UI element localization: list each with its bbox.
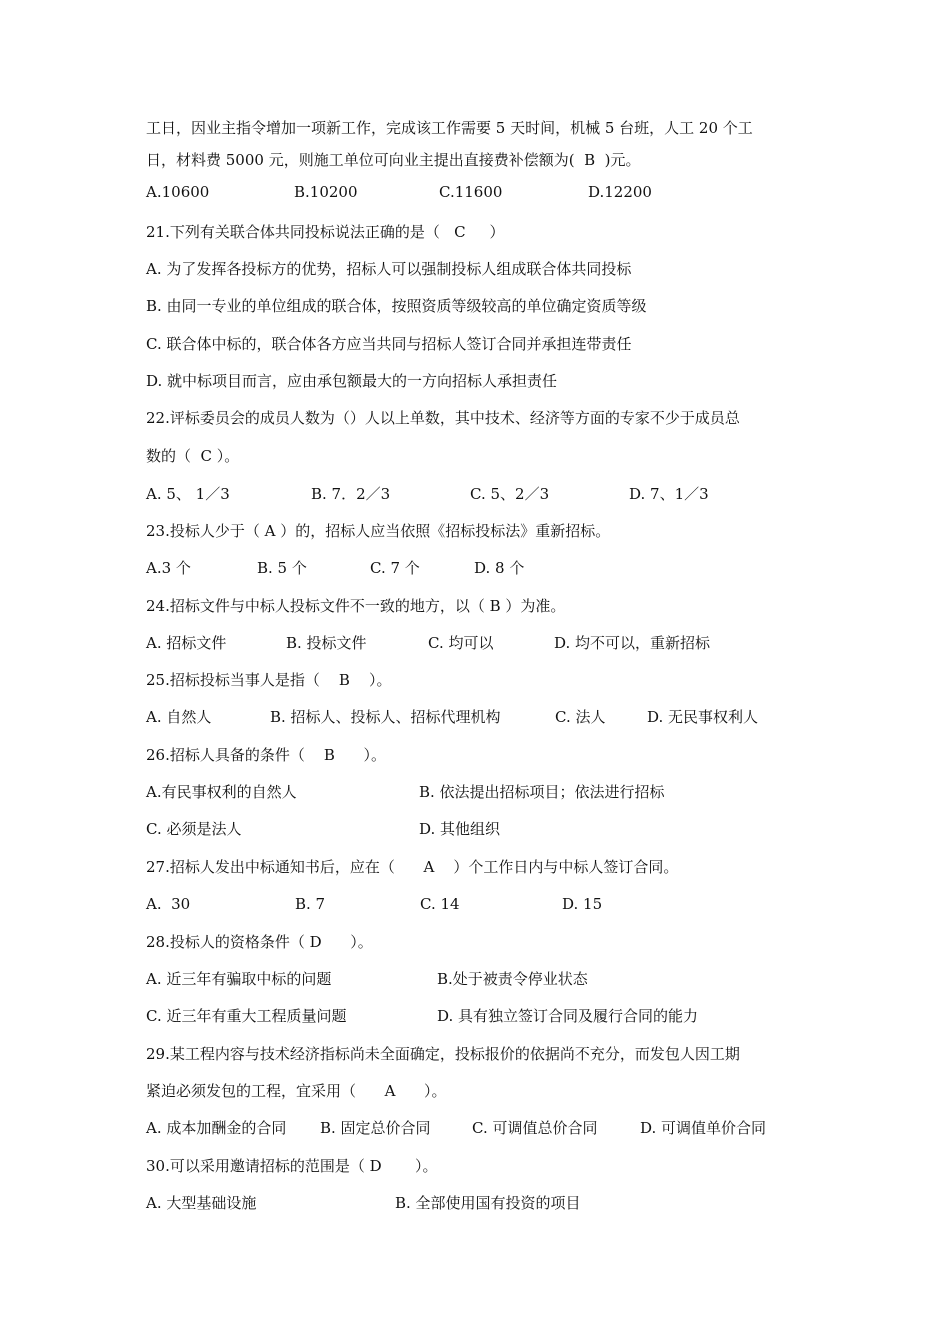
question-22-option-b: B. 7．2／3 [311, 485, 391, 503]
question-23-option-c: C. 7 个 [370, 559, 420, 577]
question-26-stem: 26.招标人具备的条件（ B ）。 [146, 746, 387, 764]
question-27-stem: 27.招标人发出中标通知书后，应在（ A ）个工作日内与中标人签订合同。 [146, 858, 679, 876]
question-26-option-c: C. 必须是法人 [146, 820, 242, 838]
question-25-option-b: B. 招标人、投标人、招标代理机构 [270, 708, 501, 726]
question-30-option-b: B. 全部使用国有投资的项目 [395, 1194, 581, 1212]
question-24-stem: 24.招标文件与中标人投标文件不一致的地方，以（ B ）为准。 [146, 597, 566, 615]
question-26-option-b: B. 依法提出招标项目；依法进行招标 [419, 783, 665, 801]
question-23-stem: 23.投标人少于（ A ）的，招标人应当依照《招标投标法》重新招标。 [146, 522, 611, 540]
question-24-option-b: B. 投标文件 [286, 634, 367, 652]
question-21-option-a: A. 为了发挥各投标方的优势，招标人可以强制投标人组成联合体共同投标 [146, 260, 632, 278]
question-22-option-d: D. 7、1／3 [629, 485, 709, 503]
question-27-option-b: B. 7 [295, 895, 326, 913]
question-20-option-c: C.11600 [439, 183, 503, 201]
question-25-option-a: A. 自然人 [146, 708, 212, 726]
question-23-option-d: D. 8 个 [474, 559, 525, 577]
question-22-line-1: 22.评标委员会的成员人数为（）人以上单数，其中技术、经济等方面的专家不少于成员总 [146, 409, 740, 427]
question-21-option-c: C. 联合体中标的，联合体各方应当共同与招标人签订合同并承担连带责任 [146, 335, 632, 353]
question-21-option-b: B. 由同一专业的单位组成的联合体，按照资质等级较高的单位确定资质等级 [146, 297, 647, 315]
question-28-stem: 28.投标人的资格条件（ D ）。 [146, 933, 373, 951]
question-29-option-a: A. 成本加酬金的合同 [146, 1119, 287, 1137]
question-29-option-d: D. 可调值单价合同 [640, 1119, 767, 1137]
question-22-option-c: C. 5、2／3 [470, 485, 550, 503]
question-30-option-a: A. 大型基础设施 [146, 1194, 257, 1212]
question-28-option-d: D. 具有独立签订合同及履行合同的能力 [437, 1007, 699, 1025]
question-27-option-d: D. 15 [562, 895, 603, 913]
question-20-option-d: D.12200 [588, 183, 652, 201]
question-29-option-c: C. 可调值总价合同 [472, 1119, 598, 1137]
question-23-option-b: B. 5 个 [257, 559, 307, 577]
question-20-option-a: A.10600 [146, 183, 210, 201]
question-24-option-a: A. 招标文件 [146, 634, 227, 652]
question-27-option-c: C. 14 [420, 895, 460, 913]
question-30-stem: 30.可以采用邀请招标的范围是（ D ）。 [146, 1157, 438, 1175]
question-20-line-1: 工日，因业主指令增加一项新工作，完成该工作需要 5 天时间，机械 5 台班，人工 20 个工 [146, 119, 753, 137]
question-27-option-a: A. 30 [146, 895, 191, 913]
question-25-stem: 25.招标投标当事人是指（ B ）。 [146, 671, 392, 689]
question-29-option-b: B. 固定总价合同 [320, 1119, 431, 1137]
question-21-stem: 21.下列有关联合体共同投标说法正确的是（ C ） [146, 223, 505, 241]
question-22-line-2: 数的（ C ）。 [146, 447, 240, 465]
question-28-option-b: B.处于被责令停业状态 [437, 970, 588, 988]
question-21-option-d: D. 就中标项目而言，应由承包额最大的一方向招标人承担责任 [146, 372, 558, 390]
question-24-option-d: D. 均不可以，重新招标 [554, 634, 711, 652]
question-22-option-a: A. 5、 1／3 [146, 485, 230, 503]
question-25-option-c: C. 法人 [555, 708, 606, 726]
question-28-option-a: A. 近三年有骗取中标的问题 [146, 970, 332, 988]
question-23-option-a: A.3 个 [146, 559, 191, 577]
question-29-line-2: 紧迫必须发包的工程，宜采用（ A ）。 [146, 1082, 447, 1100]
question-20-line-2: 日，材料费 5000 元，则施工单位可向业主提出直接费补偿额为( B )元。 [146, 151, 641, 169]
question-24-option-c: C. 均可以 [428, 634, 494, 652]
question-29-line-1: 29.某工程内容与技术经济指标尚未全面确定，投标报价的依据尚不充分，而发包人因工期 [146, 1045, 740, 1063]
question-28-option-c: C. 近三年有重大工程质量问题 [146, 1007, 347, 1025]
question-25-option-d: D. 无民事权利人 [647, 708, 759, 726]
question-20-option-b: B.10200 [294, 183, 358, 201]
question-26-option-d: D. 其他组织 [419, 820, 501, 838]
question-26-option-a: A.有民事权利的自然人 [146, 783, 297, 801]
